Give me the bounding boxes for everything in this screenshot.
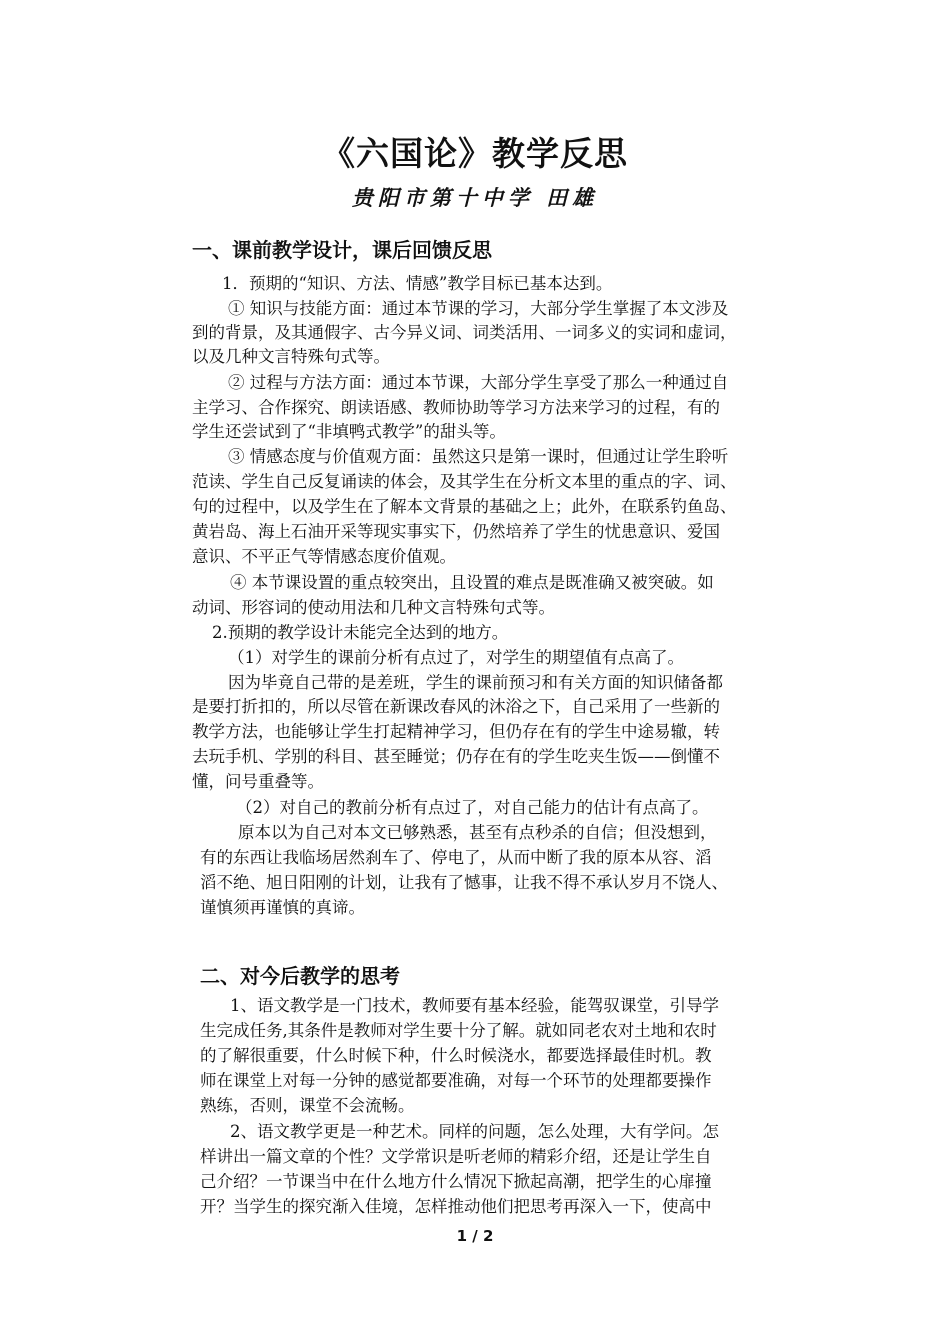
paragraph-line: 开？当学生的探究渐入佳境，怎样推动他们把思考再深入一下，使高中 <box>200 1197 712 1216</box>
paragraph-line: ① 知识与技能方面：通过本节课的学习，大部分学生掌握了本文涉及 <box>228 299 729 318</box>
paragraph-line: 1、语文教学是一门技术，教师要有基本经验，能驾驭课堂，引导学 <box>230 996 719 1015</box>
paragraph-line: 2、语文教学更是一种艺术。同样的问题，怎么处理，大有学问。怎 <box>230 1122 719 1141</box>
paragraph-line: ③ 情感态度与价值观方面：虽然这只是第一课时，但通过让学生聆听 <box>228 447 729 466</box>
paragraph-line: 意识、不平正气等情感态度价值观。 <box>192 547 456 566</box>
paragraph-line: 原本以为自己对本文已够熟悉，甚至有点秒杀的自信；但没想到， <box>238 823 717 842</box>
paragraph-line: 黄岩岛、海上石油开采等现实事实下，仍然培养了学生的忧患意识、爱国 <box>192 522 720 541</box>
paragraph-line: 己介绍？一节课当中在什么地方什么情况下掀起高潮，把学生的心扉撞 <box>200 1172 712 1191</box>
paragraph-line: 动词、形容词的使动用法和几种文言特殊句式等。 <box>192 598 555 617</box>
paragraph-line: 谨慎须再谨慎的真谛。 <box>200 898 365 917</box>
paragraph-line: 到的背景，及其通假字、古今异义词、词类活用、一词多义的实词和虚词， <box>192 323 737 342</box>
page-number: 1 / 2 <box>456 1227 494 1245</box>
document-author: 贵阳市第十中学 田雄 <box>351 185 599 210</box>
paragraph-line: 以及几种文言特殊句式等。 <box>192 347 390 366</box>
paragraph-line: 教学方法，也能够让学生打起精神学习，但仍存在有的学生中途易辙，转 <box>192 722 720 741</box>
paragraph-line: 2.预期的教学设计未能完全达到的地方。 <box>212 623 509 642</box>
paragraph-line: 1．预期的“知识、方法、情感”教学目标已基本达到。 <box>222 274 613 293</box>
paragraph-line: 学生还尝试到了“非填鸭式教学”的甜头等。 <box>192 422 506 441</box>
paragraph-line: 的了解很重要，什么时候下种，什么时候浇水，都要选择最佳时机。教 <box>200 1046 712 1065</box>
paragraph-line: 熟练，否则，课堂不会流畅。 <box>200 1096 415 1115</box>
paragraph-line: ④ 本节课设置的重点较突出，且设置的难点是既准确又被突破。如 <box>230 573 714 592</box>
paragraph-line: 句的过程中，以及学生在了解本文背景的基础之上；此外，在联系钓鱼岛、 <box>192 497 737 516</box>
paragraph-line: （1）对学生的课前分析有点过了，对学生的期望值有点高了。 <box>228 648 684 667</box>
paragraph-line: ② 过程与方法方面：通过本节课，大部分学生享受了那么一种通过自 <box>228 373 729 392</box>
paragraph-line: 师在课堂上对每一分钟的感觉都要准确，对每一个环节的处理都要操作 <box>200 1071 712 1090</box>
paragraph-line: 因为毕竟自己带的是差班，学生的课前预习和有关方面的知识储备都 <box>228 673 723 692</box>
paragraph-line: 滔不绝、旭日阳刚的计划，让我有了憾事，让我不得不承认岁月不饶人、 <box>200 873 728 892</box>
paragraph-line: 是要打折扣的，所以尽管在新课改春风的沐浴之下，自己采用了一些新的 <box>192 697 720 716</box>
section-2-heading: 二、对今后教学的思考 <box>200 964 400 988</box>
document-title: 《六国论》教学反思 <box>322 134 628 173</box>
paragraph-line: 有的东西让我临场居然刹车了、停电了，从而中断了我的原本从容、滔 <box>200 848 712 867</box>
paragraph-line: 去玩手机、学别的科目、甚至睡觉；仍存在有的学生吃夹生饭——倒懂不 <box>192 747 720 766</box>
paragraph-line: 样讲出一篇文章的个性？文学常识是听老师的精彩介绍，还是让学生自 <box>200 1147 712 1166</box>
paragraph-line: 范读、学生自己反复诵读的体会，及其学生在分析文本里的重点的字、词、 <box>192 472 737 491</box>
paragraph-line: 懂，问号重叠等。 <box>192 772 324 791</box>
paragraph-line: 生完成任务,其条件是教师对学生要十分了解。就如同老农对土地和农时 <box>200 1021 717 1040</box>
paragraph-line: 主学习、合作探究、朗读语感、教师协助等学习方法来学习的过程，有的 <box>192 398 720 417</box>
paragraph-line: （2）对自己的教前分析有点过了，对自己能力的估计有点高了。 <box>236 798 709 817</box>
section-1-heading: 一、课前教学设计，课后回馈反思 <box>192 238 492 262</box>
